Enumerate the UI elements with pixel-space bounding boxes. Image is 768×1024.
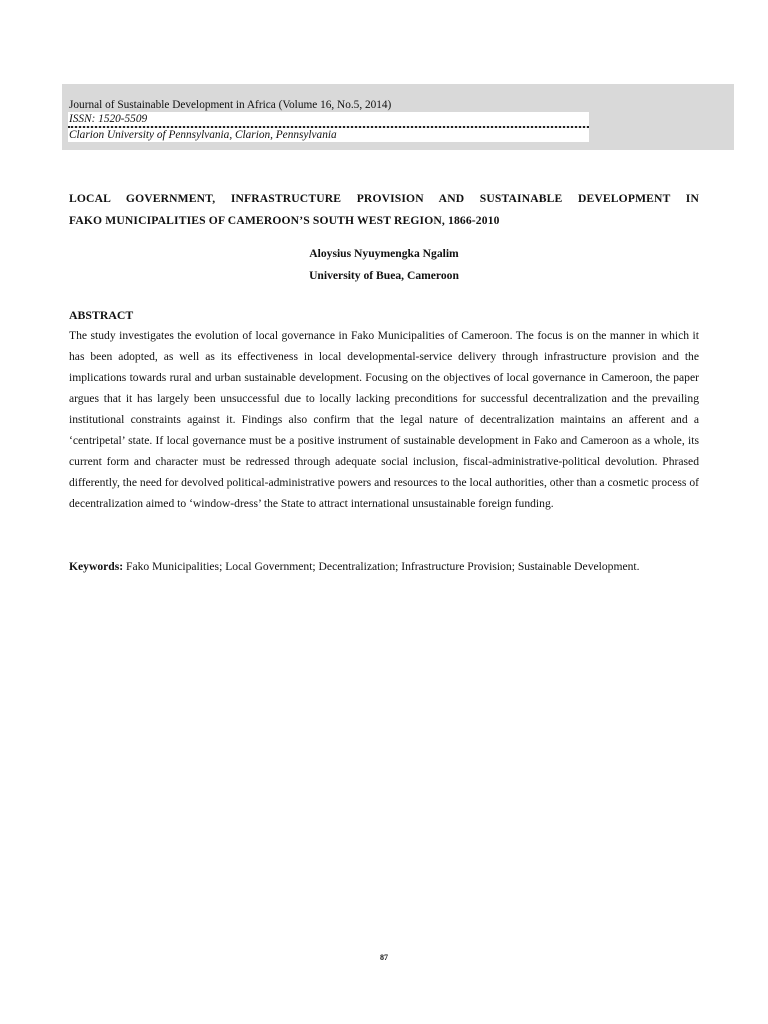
paper-title-line-1: LOCAL GOVERNMENT, INFRASTRUCTURE PROVISION AND SUSTAINABLE DEVELOPMENT IN: [69, 192, 699, 205]
journal-citation: Journal of Sustainable Development in Africa (Volume 16, No.5, 2014): [69, 99, 392, 111]
paper-title: [69, 188, 699, 231]
abstract-heading: ABSTRACT: [69, 308, 134, 322]
author-name: Aloysius Nyuymengka Ngalim: [309, 247, 459, 260]
publisher: Clarion University of Pennsylvania, Clarion, Pennsylvania: [68, 128, 589, 142]
journal-header-text: [68, 98, 589, 142]
author-block: [0, 243, 768, 287]
keywords: [69, 556, 699, 578]
keywords-label: Keywords:: [69, 560, 124, 573]
author-affiliation: University of Buea, Cameroon: [309, 269, 459, 282]
keywords-text: Fako Municipalities; Local Government; Decentralization; Infrastructure Provision; Sustainable Development.: [123, 560, 640, 573]
issn: ISSN: 1520-5509: [68, 112, 589, 126]
page-number: 87: [380, 953, 388, 962]
paper-title-line-2: FAKO MUNICIPALITIES OF CAMEROON’S SOUTH WEST REGION, 1866-2010: [69, 213, 500, 227]
abstract-body: The study investigates the evolution of local governance in Fako Municipalities of Cameroon. The focus is on the manner in which it has been adopted, as well as its effectiveness in local developmental-service delivery through infrastructure provision and the implications towards rural and urban sustainable development. Focusing on the objectives of local governance in Cameroon, the paper argues that it has largely been unsuccessful due to locally lacking preconditions for successful decentralization and the prevailing institutional constraints against it. Findings also confirm that the legal nature of decentralization maintains an afferent and a ‘centripetal’ state. If local governance must be a positive instrument of sustainable development in Fako and Cameroon as a whole, its current form and character must be redressed through adequate social inclusion, fiscal-administrative-political devolution. Phrased differently, the need for devolved political-administrative powers and resources to the local authorities, other than a cosmetic process of decentralization aimed to ‘window-dress’ the State to attract international unsustainable foreign funding.: [69, 329, 699, 510]
journal-header: [62, 84, 734, 150]
